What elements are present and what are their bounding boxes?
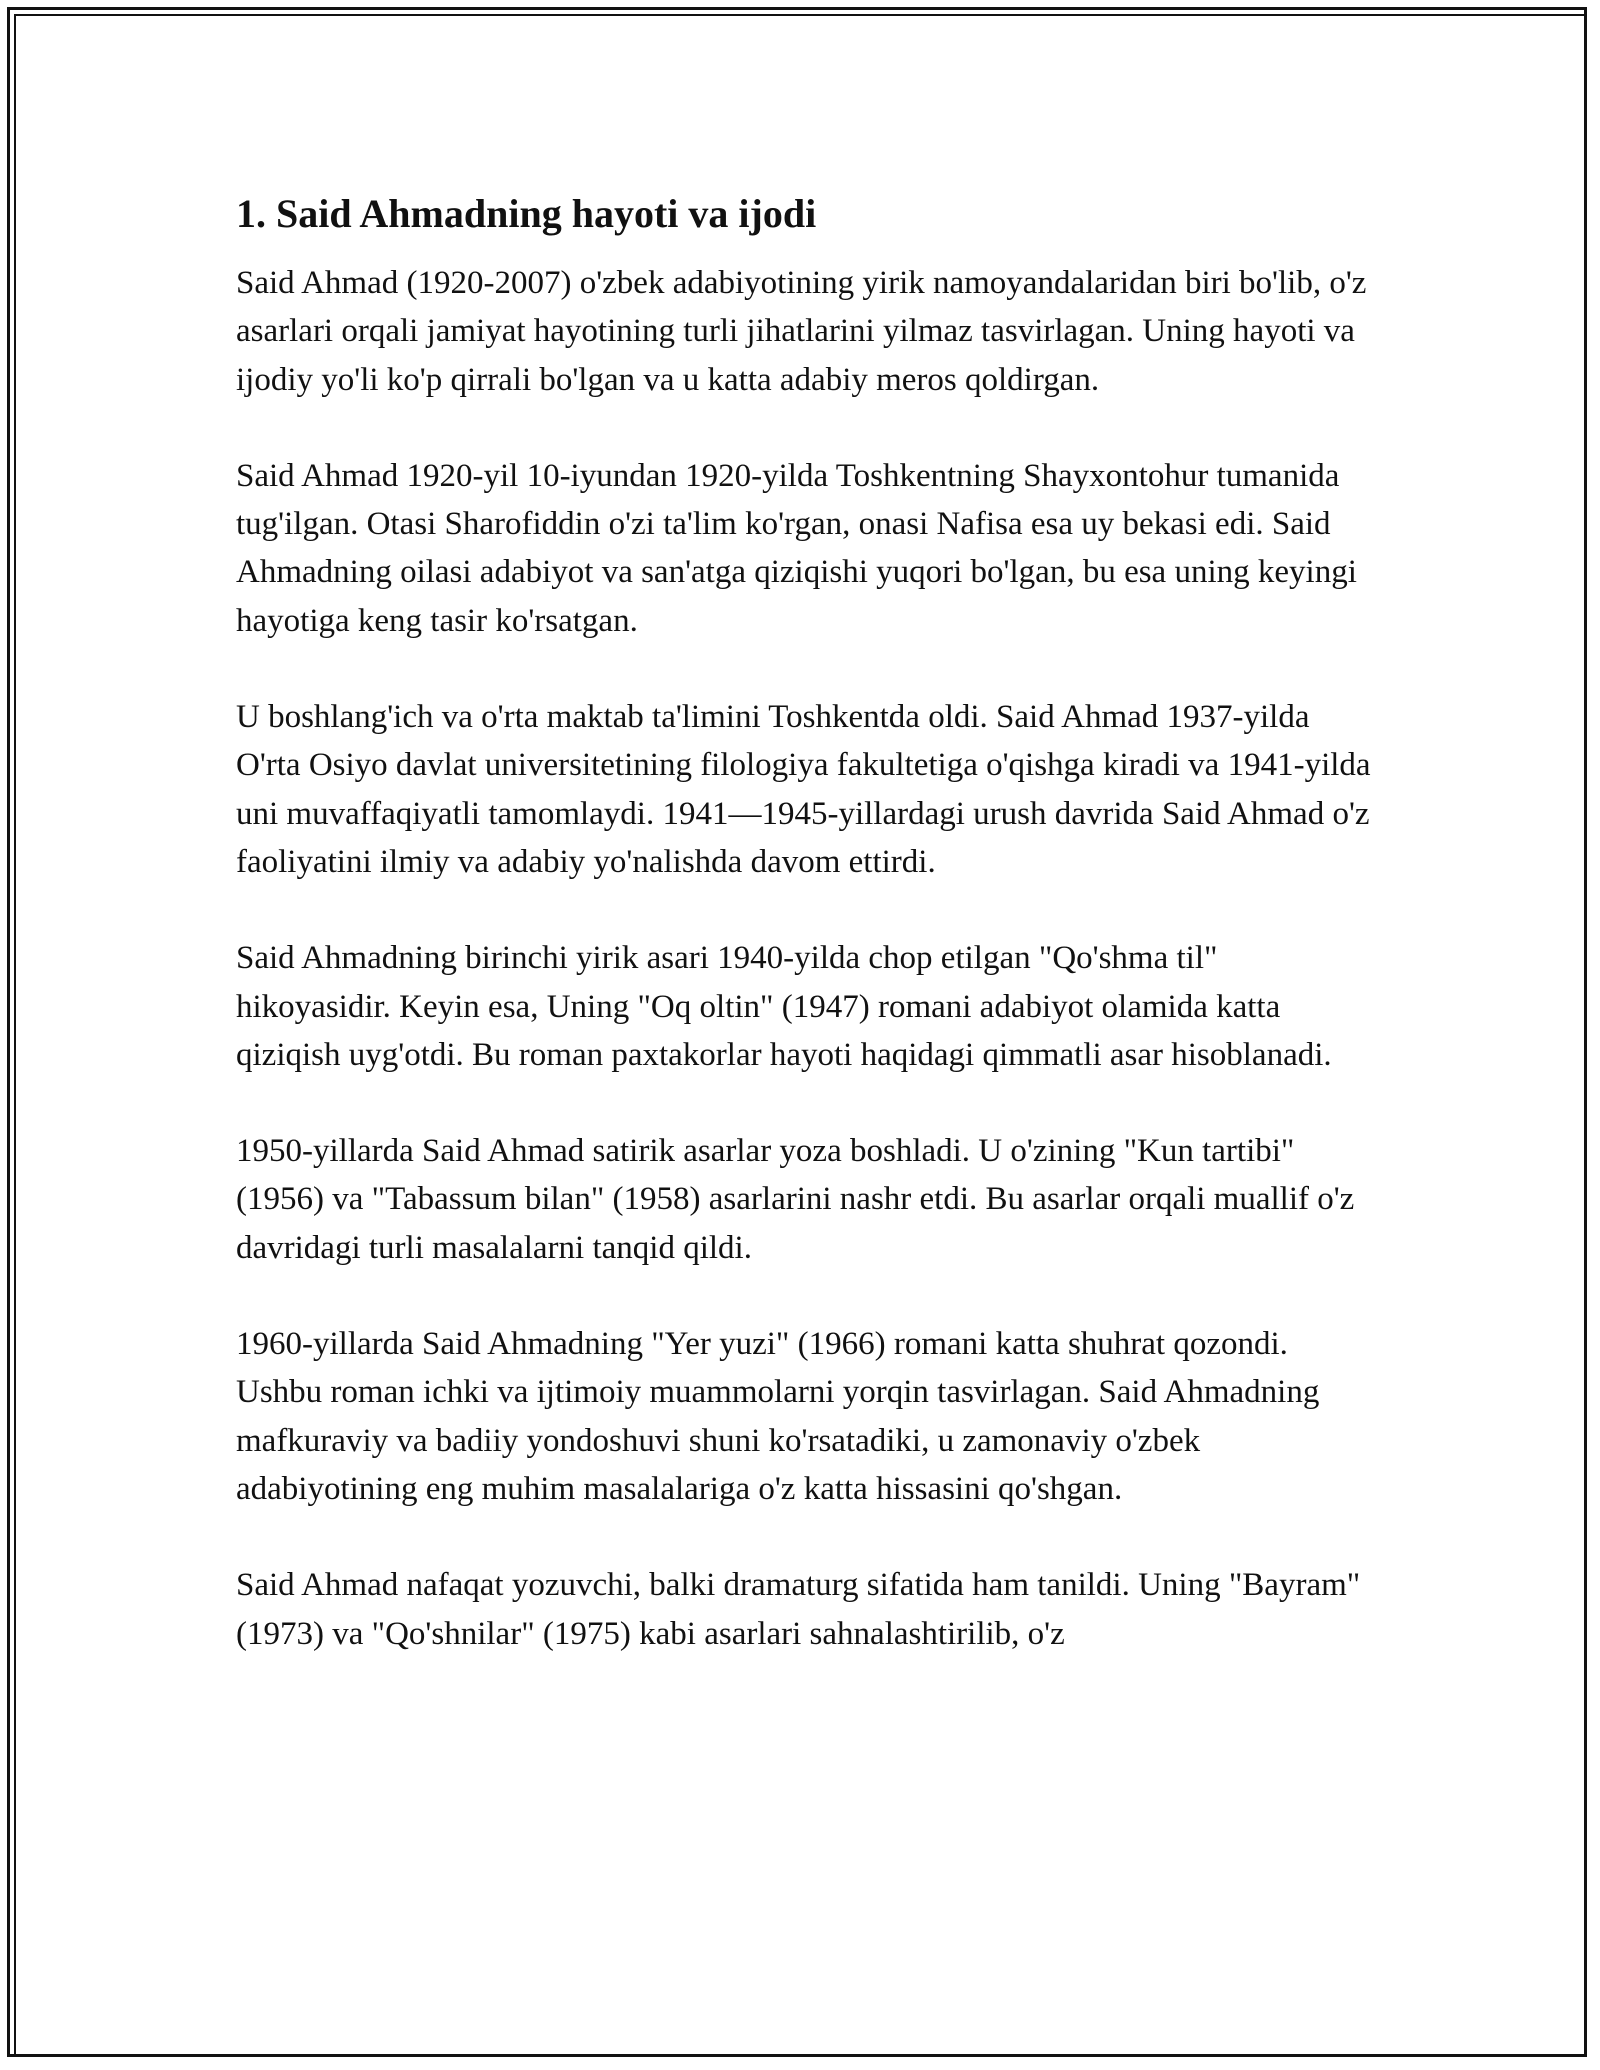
paragraph-6: 1960-yillarda Said Ahmadning "Yer yuzi" (1966) romani katta shuhrat qozondi. Ushbu roman ichki va ijtimoiy muammolarni yorqin tasvirlagan. Said Ahmadning mafkuraviy va badiiy yondoshuvi shuni ko'rsatadiki, u zamonaviy o'zbek adabiyotining eng muhim masalalariga o'z katta hissasini qo'shgan.: [236, 1326, 1320, 1507]
paragraph-5: 1950-yillarda Said Ahmad satirik asarlar yoza boshladi. U o'zining "Kun tartibi" (1956) va "Tabassum bilan" (1958) asarlarini nashr etdi. Bu asarlar orqali muallif o'z davridagi turli masalalarni tanqid qildi.: [236, 1133, 1355, 1266]
document-body: [236, 186, 1376, 1706]
paragraph-4: Said Ahmadning birinchi yirik asari 1940-yilda chop etilgan "Qo'shma til" hikoyasidir. Keyin esa, Uning "Oq oltin" (1947) romani adabiyot olamida katta qiziqish uyg'otdi. Bu roman paxtakorlar hayoti haqidagi qimmatli asar hisoblanadi.: [236, 940, 1332, 1073]
section-heading: 1. Said Ahmadning hayoti va ijodi: [236, 191, 817, 236]
paragraph-2: Said Ahmad 1920-yil 10-iyundan 1920-yilda Toshkentning Shayxontohur tumanida tug'ilgan. Otasi Sharofiddin o'zi ta'lim ko'rgan, onasi Nafisa esa uy bekasi edi. Said Ahmadning oilasi adabiyot va san'atga qiziqishi yuqori bo'lgan, bu esa uning keyingi hayotiga keng tasir ko'rsatgan.: [236, 457, 1357, 639]
paragraph-3: U boshlang'ich va o'rta maktab ta'limini Toshkentda oldi. Said Ahmad 1937-yilda O'rta Osiyo davlat universitetining filologiya fakultetiga o'qishga kiradi va 1941-yilda uni muvaffaqiyatli tamomlaydi. 1941—1945-yillardagi urush davrida Said Ahmad o'z faoliyatini ilmiy va adabiy yo'nalishda davom ettirdi.: [236, 699, 1371, 880]
paragraph-1: Said Ahmad (1920-2007) o'zbek adabiyotining yirik namoyandalaridan biri bo'lib, o'z asarlari orqali jamiyat hayotining turli jihatlarini yilmaz tasvirlagan. Uning hayoti va ijodiy yo'li ko'p qirrali bo'lgan va u katta adabiy meros qoldirgan.: [236, 265, 1367, 398]
paragraph-7: Said Ahmad nafaqat yozuvchi, balki dramaturg sifatida ham tanildi. Uning "Bayram" (1973) va "Qo'shnilar" (1975) kabi asarlari sahnalashtirilib, o'z: [236, 1567, 1361, 1652]
